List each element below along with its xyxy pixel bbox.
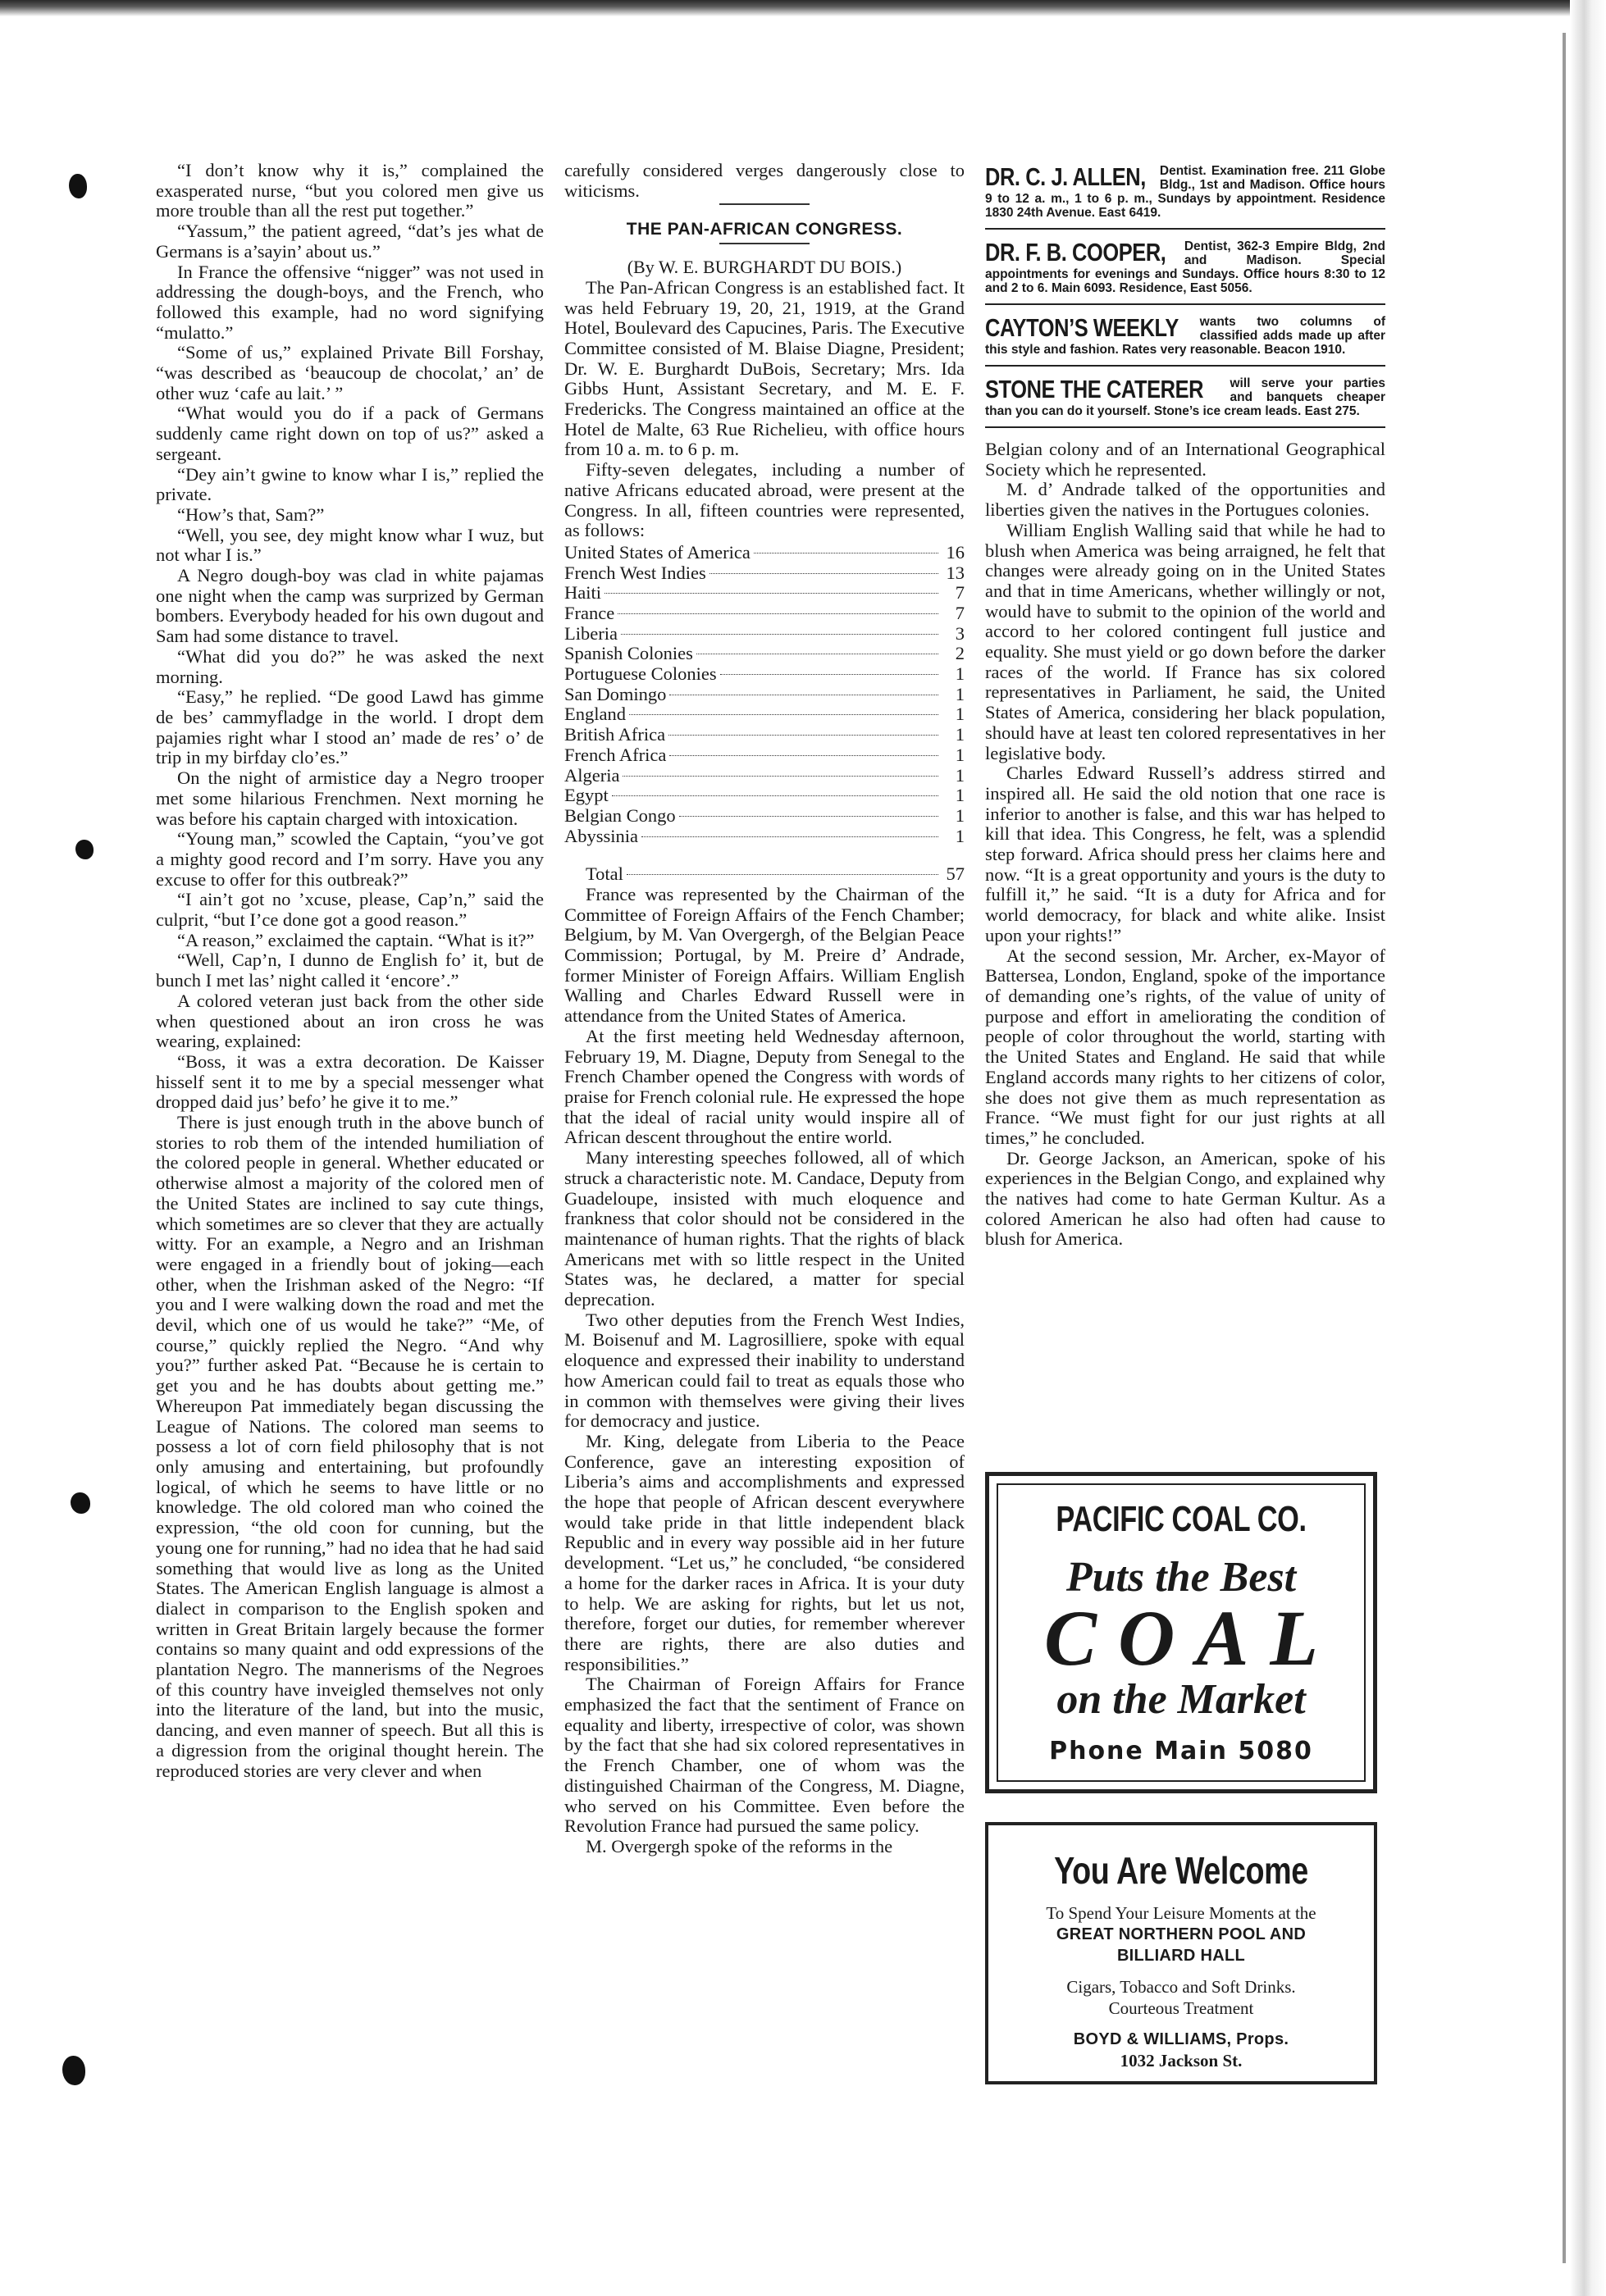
delegate-count: 1 xyxy=(955,724,965,745)
ad-text: wants two columns of classified adds made up after this style and fashion. Rates very reasonable. Beacon 1910. xyxy=(985,315,1385,357)
paragraph: William English Walling said that while he had to blush when America was being arraigned, he felt that changes were already going on in the United States and that in time Americans, whether willingly or not, would have to submit to the opinion of the world and accord to her colored contingent full justice and equality. She must yield or go down before the darker races of the world. If France has six colored representatives in Parliament, he said, the United States of America, considering her black population, should have at least ten colored representatives in her legislative body. xyxy=(985,519,1385,763)
paragraph: Mr. King, delegate from Liberia to the Peace Conference, gave an interesting exposition of Liberia’s aims and accomplishments and expressed the hope that people of African descent everywhere would take pride in that little independent black Republic and in every way possible aid in her future development. “Let us,” he concluded, “be considered a home for the darker races in Africa. It is your duty to help. We are asking for rights, but let us not, therefore, forget our duties, for remember wherever there are rights, there are also duties and responsibilities.” xyxy=(564,1430,965,1674)
ad-slogan-line: on the Market xyxy=(1056,1676,1306,1723)
column-three-article xyxy=(985,440,1385,1250)
delegate-table xyxy=(564,543,965,846)
paragraph: Charles Edward Russell’s address stirred and inspired all. He said the old notion that one race is inferior to another is false, and this war has helped to kill that idea. This Congress, he felt, was a splendid step forward. Africa should press her claims here and now. “It is a great opportunity and yours is the duty to fulfill it,” he said. “It is a duty for Africa and for world democracy, for black and white alike. Insist upon your rights!” xyxy=(985,763,1385,945)
page-fold-line xyxy=(1563,33,1566,2263)
ad-name: STONE THE CATERER xyxy=(985,375,1204,403)
ad-dentist-cooper xyxy=(985,236,1385,305)
ad-text: will serve your parties and banquets cheaper than you can do it yourself. Stone’s ice cream leads. East 275. xyxy=(985,376,1385,418)
delegate-row xyxy=(564,725,965,745)
ad-text-line: Courteous Treatment xyxy=(1108,1998,1254,2018)
ad-name: DR. F. B. COOPER, xyxy=(985,238,1166,266)
delegate-row xyxy=(564,704,965,725)
leader-dots xyxy=(720,674,938,675)
paragraph: In France the offensive “nigger” was not used in addressing the dough-boys, and the French, who followed this example, had no word signifying “mulatto.” xyxy=(156,261,544,343)
delegate-row xyxy=(564,543,965,563)
delegate-row xyxy=(564,583,965,604)
leader-dots xyxy=(629,714,938,715)
ad-venue-name: BILLIARD HALL xyxy=(1116,1947,1246,1965)
delegate-country: France xyxy=(564,603,615,624)
delegate-row xyxy=(564,827,965,847)
delegate-row xyxy=(564,624,965,645)
article-title: THE PAN-AFRICAN CONGRESS. xyxy=(626,220,903,239)
leader-dots xyxy=(641,836,938,837)
paragraph: Fifty-seven delegates, including a number of native Africans educated abroad, were present at the Congress. In all, fifteen countries were represented, as follows: xyxy=(564,459,965,541)
delegate-row xyxy=(564,766,965,786)
leader-dots xyxy=(709,573,938,574)
delegate-count: 1 xyxy=(955,825,965,846)
ad-caytons-weekly xyxy=(985,312,1385,367)
ad-slogan-coal: COAL xyxy=(1043,1594,1340,1682)
delegate-country: Belgian Congo xyxy=(564,804,676,826)
paragraph: “What would you do if a pack of Germans suddenly came right down on top of us?” asked a sergeant. xyxy=(156,403,544,464)
delegate-count: 7 xyxy=(955,582,965,604)
paragraph: M. d’ Andrade talked of the opportunities and liberties given the natives in the Portugues colonies. xyxy=(985,479,1385,521)
article-byline: (By W. E. BURGHARDT DU BOIS.) xyxy=(627,257,902,278)
leader-dots xyxy=(627,874,938,875)
paragraph: “Yassum,” the patient agreed, “dat’s jes what de Germans is a’sayin’ about us.” xyxy=(156,221,544,262)
leader-dots xyxy=(612,795,938,796)
paragraph: “I don’t know why it is,” complained the exasperated nurse, “but you colored men give us more trouble than all the rest put together.” xyxy=(156,160,544,221)
ad-great-northern-pool-hall xyxy=(985,1822,1377,2084)
ad-text-line: To Spend Your Leisure Moments at the xyxy=(1046,1903,1316,1923)
ad-stone-caterer xyxy=(985,373,1385,428)
delegate-country: Portuguese Colonies xyxy=(564,663,717,685)
paragraph: “Well, Cap’n, I dunno de English fo’ it, but de bunch I met las’ night called it ‘encore’.” xyxy=(156,950,544,991)
leader-dots xyxy=(668,735,938,736)
delegate-count: 1 xyxy=(955,804,965,826)
delegate-count: 1 xyxy=(955,663,965,685)
total-label: Total xyxy=(586,863,623,885)
leader-dots xyxy=(618,613,938,614)
ad-headline: You Are Welcome xyxy=(1054,1849,1308,1892)
paragraph: “Dey ain’t gwine to know whar I is,” replied the private. xyxy=(156,463,544,505)
delegate-row xyxy=(564,664,965,685)
ad-slogan-line: Puts the Best xyxy=(1065,1554,1297,1601)
paragraph: carefully considered verges dangerously close to witicisms. xyxy=(564,160,965,201)
ad-venue-name: GREAT NORTHERN POOL AND xyxy=(1056,1925,1307,1943)
ad-text: Dentist. Examination free. 211 Globe Bldg., 1st and Madison. Office hours 9 to 12 a. m., 1 to 6 p. m., Sundays by appointment. Residence 1830 24th Avenue. East 6419. xyxy=(985,164,1385,220)
delegate-country: Abyssinia xyxy=(564,825,638,846)
delegate-country: French Africa xyxy=(564,744,667,765)
page-top-edge xyxy=(0,0,1606,16)
leader-dots xyxy=(605,593,938,594)
paragraph: France was represented by the Chairman of the Committee of Foreign Affairs of the Fench Chamber; Belgium, by M. Van Overgergh, of the Belgian Peace Commission; Portugal, by M. Preire d’ Andrade, former Minister of Foreign Affairs. William English Walling and Charles Edward Russell were in attendance from the United States of America. xyxy=(564,883,965,1027)
paragraph: “Some of us,” explained Private Bill Forshay, “was described as ‘beaucoup de chocolat,’ an’ de other wuz ‘cafe au lait.’ ” xyxy=(156,342,544,403)
delegate-count: 2 xyxy=(955,643,965,664)
delegate-country: San Domingo xyxy=(564,683,667,704)
delegate-count: 1 xyxy=(955,683,965,704)
binding-hole xyxy=(75,840,94,859)
delegate-row xyxy=(564,644,965,664)
leader-dots xyxy=(623,776,938,777)
paragraph: On the night of armistice day a Negro trooper met some hilarious Frenchmen. Next morning he was before his captain charged with intoxication. xyxy=(156,768,544,829)
leader-dots xyxy=(754,553,938,554)
paragraph: There is just enough truth in the above bunch of stories to rob them of the intended humiliation of the colored people in general. Whether educated or otherwise almost a majority of the colored men of the United States are inclined to say cute things, which sometimes are so clever that they are actually witty. For an example, a Negro and an Irishman were engaged in a friendly bout of joking—each other, when the Irishman asked of the Negro: “If you and I were walking down the road and met the devil, which one of us would he take?” “Me, of course,” quickly replied the Negro. “And why you?” further asked Pat. “Because he is certain to get you and he has doubts about getting me.” Whereupon Pat immediately began discussing the League of Nations. The colored man seems to possess a lot of corn field philosophy that is not only amusing and entertaining, but profoundly logical, of which he seems to have little or no knowledge. The old colored man who coined the expression, “the old coon for cunning, but the young one for running,” had no idea that he had said something that would live as long as the United States. The American English language is almost a dialect in comparison to the English spoken and written in Great Britain largely because the former contains so many quaint and odd expressions of the plantation Negro. The mannerisms of the Negroes of this country have inveigled themselves not only into the literature of the land, but into the music, dancing, and even manner of speech. But all this is a digression from the original thought herein. The reproduced stories are very clever and when xyxy=(156,1112,544,1781)
delegate-row xyxy=(564,685,965,705)
paragraph: “What did you do?” he was asked the next morning. xyxy=(156,645,544,687)
delegate-country: French West Indies xyxy=(564,562,706,583)
delegate-count: 1 xyxy=(955,744,965,765)
ad-pacific-coast-coal xyxy=(985,1472,1377,1793)
paragraph: At the first meeting held Wednesday afternoon, February 19, M. Diagne, Deputy from Senegal to the French Chamber opened the Congress with words of praise for French colonial rule. He expressed the hope that the ideal of racial unity would inspire all of African descent throughout the entire world. xyxy=(564,1025,965,1148)
delegate-count: 13 xyxy=(946,562,965,583)
delegate-count: 7 xyxy=(955,603,965,624)
delegate-country: British Africa xyxy=(564,724,666,745)
ad-company-name: PACIFIC COAL CO. xyxy=(1056,1499,1307,1539)
total-value: 57 xyxy=(946,863,965,885)
leader-dots xyxy=(679,816,938,817)
title-underline xyxy=(719,243,810,244)
leader-dots xyxy=(621,634,938,635)
delegate-country: Algeria xyxy=(564,764,620,786)
ad-text: Dentist, 362-3 Empire Bldg, 2nd and Madison. Special appointments for evenings and Sundays. Office hours 8:30 to 12 and 2 to 6. Main 6093. Residence, East 5056. xyxy=(985,239,1385,295)
paragraph: “How’s that, Sam?” xyxy=(177,503,325,525)
ad-phone: Phone Main 5080 xyxy=(1049,1737,1313,1765)
leader-dots xyxy=(669,755,938,756)
column-one xyxy=(156,161,544,1781)
delegate-country: Spanish Colonies xyxy=(564,643,693,664)
ad-name: DR. C. J. ALLEN, xyxy=(985,162,1146,191)
paragraph: “I ain’t got no ’xcuse, please, Cap’n,” said the culprit, “but I’ce done got a good reason.” xyxy=(156,889,544,931)
delegate-count: 1 xyxy=(955,704,965,725)
ad-address: 1032 Jackson St. xyxy=(1120,2051,1243,2070)
paragraph: “Easy,” he replied. “De good Lawd has gimme de bes’ cammyfladge in the world. I dropt dem pajamies right whar I stood an’ made de res’ o’ de trip in my birfday clo’es.” xyxy=(156,686,544,768)
paragraph: M. Overgergh spoke of the reforms in the xyxy=(586,1836,893,1856)
column-two xyxy=(564,161,965,1857)
paragraph: Many interesting speeches followed, all of which struck a characteristic note. M. Candace, Deputy from Guadeloupe, insisted with much eloquence and frankness that color should not be considered in the maintenance of human rights. That the rights of black Americans met with so little respect in the United States was, he declared, a matter for special deprecation. xyxy=(564,1147,965,1310)
delegate-country: England xyxy=(564,704,626,725)
paragraph: At the second session, Mr. Archer, ex-Mayor of Battersea, London, England, spoke of the importance of demanding one’s rights, of the value of unity of purpose and effort in ameliorating the condition of people of color throughout the world, starting with the United States and England. He said that while England accords many rights to her citizens of color, she does not give them as much representation as France. “We must fight for our just rights at all times,” he concluded. xyxy=(985,945,1385,1148)
delegate-count: 1 xyxy=(955,764,965,786)
delegate-count: 1 xyxy=(955,785,965,806)
delegate-row xyxy=(564,604,965,624)
paragraph: A colored veteran just back from the other side when questioned about an iron cross he was wearing, explained: xyxy=(156,990,544,1052)
paragraph: Two other deputies from the French West Indies, M. Boisenuf and M. Lagrosilliere, spoke with equal eloquence and expressed their inability to understand how American could fail to treat as equals those who in common with themselves were giving their lives for democracy and justice. xyxy=(564,1309,965,1432)
delegate-row xyxy=(564,745,965,766)
delegate-count: 3 xyxy=(955,622,965,644)
delegate-count: 16 xyxy=(946,541,965,563)
delegate-country: Egypt xyxy=(564,785,609,806)
paragraph: A Negro dough-boy was clad in white pajamas one night when the camp was surprized by German bombers. Everybody headed for his own dugout and Sam had some distance to travel. xyxy=(156,565,544,647)
section-divider xyxy=(719,203,810,205)
paragraph: The Pan-African Congress is an established fact. It was held February 19, 20, 21, 1919, at the Grand Hotel, Boulevard des Capucines, Paris. The Executive Committee consisted of M. Blaise Diagne, President; Dr. W. E. Burghardt DuBois, Secretary; Mrs. Ida Gibbs Hunt, Assistant Secretary, and M. E. F. Fredericks. The Congress maintained an office at the Hotel de Malte, 63 Rue Richelieu, with office hours from 10 a. m. to 6 p. m. xyxy=(564,276,965,460)
delegate-total-row xyxy=(564,864,965,885)
delegate-country: Liberia xyxy=(564,622,618,644)
page-right-edge xyxy=(1570,0,1606,2296)
column-three xyxy=(985,161,1385,1250)
paragraph: “Young man,” scowled the Captain, “you’ve got a mighty good record and I’m sorry. Have you any excuse to offer for this outbreak?” xyxy=(156,828,544,890)
paragraph: “Well, you see, dey might know whar I wuz, but not whar I is.” xyxy=(156,524,544,566)
ad-proprietors: BOYD & WILLIAMS, Props. xyxy=(1073,2030,1289,2048)
delegate-row xyxy=(564,786,965,806)
delegate-row xyxy=(564,806,965,827)
ad-name: CAYTON’S WEEKLY xyxy=(985,313,1179,342)
paragraph: “A reason,” exclaimed the captain. “What is it?” xyxy=(177,929,535,950)
paragraph: “Boss, it was a extra decoration. De Kaisser hisself sent it to me by a special messenger what dropped daid jus’ befo’ he give it to me.” xyxy=(156,1050,544,1113)
ad-dentist-allen xyxy=(985,161,1385,230)
ad-text-line: Cigars, Tobacco and Soft Drinks. xyxy=(1066,1977,1296,1997)
paragraph: Dr. George Jackson, an American, spoke of his experiences in the Belgian Congo, and explained why the natives had come to hate German Kultur. As a colored American he also had often had cause to blush for America. xyxy=(985,1147,1385,1250)
binding-hole xyxy=(62,2056,85,2085)
delegate-country: Haiti xyxy=(564,582,601,604)
delegate-country: United States of America xyxy=(564,541,751,563)
paragraph: Belgian colony and of an International Geographical Society which he represented. xyxy=(985,439,1385,480)
paragraph: The Chairman of Foreign Affairs for France emphasized the fact that the sentiment of France on equality and liberty, irrespective of color, was shown by the fact that she had six colored representatives in the French Chamber, one of whom was the distinguished Chairman of the Congress, M. Diagne, who served on his Committee. Even before the Revolution France had pursued the same policy. xyxy=(564,1674,965,1837)
delegate-row xyxy=(564,563,965,584)
binding-hole xyxy=(71,1492,90,1514)
binding-hole xyxy=(69,174,87,198)
